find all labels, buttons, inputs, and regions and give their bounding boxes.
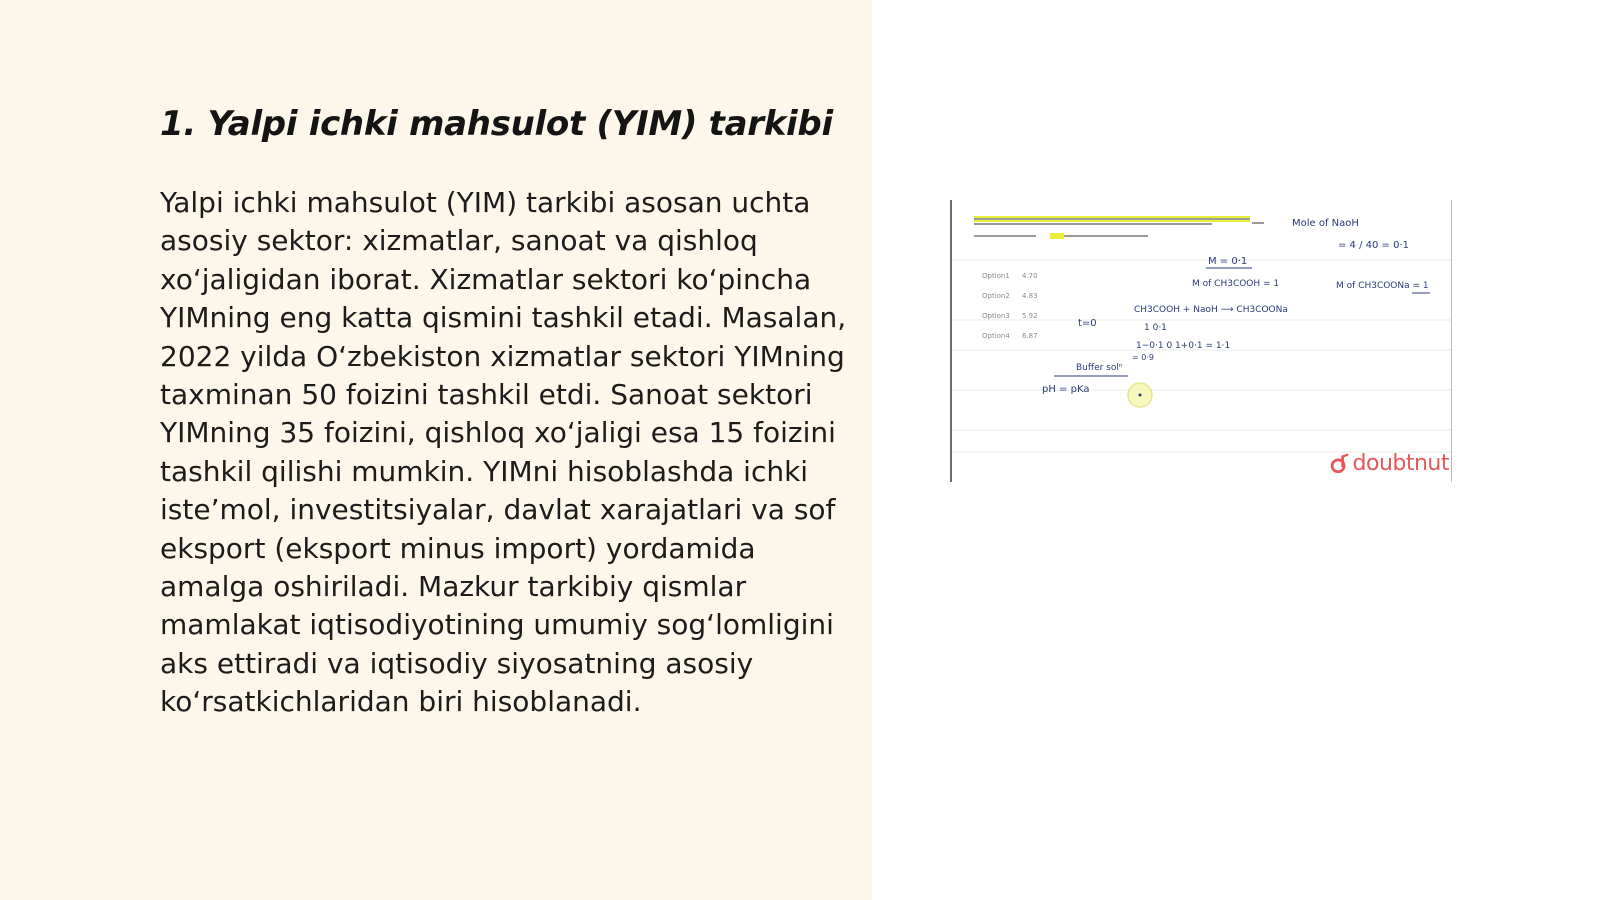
option-value: 6.87 [1022,332,1038,340]
option-label: Option3 [982,312,1010,320]
slide-body-text: Yalpi ichki mahsulot (YIM) tarkibi asosan uchta asosiy sektor: xizmatlar, sanoat va qishloq xo‘jaligidan iborat. Xizmatlar sektori ko‘pincha YIMning eng katta qismini tashkil etadi. Masalan, 2022 yilda O‘zbekiston xizmatlar sektori YIMning taxminan 50 foizini tashkil etdi. Sanoat sektori YIMning 35 foizini, qishloq xo‘jaligi esa 15 foizini tashkil qilishi mumkin. YIMni hisoblashda ichki iste’mol, investitsiyalar, davlat xarajatlari va sof eksport (eksport minus import) yordamida amalga oshiriladi. Mazkur tarkibiy qismlar mamlakat iqtisodiyotining umumiy sog‘lomligini aks ettiradi va iqtisodiy siyosatning asosiy ko‘rsatkichlaridan biri hisoblanadi. [160,186,847,719]
option-label: Option2 [982,292,1010,300]
watermark [1328,451,1449,476]
note-m-acid: M of CH3COOH = 1 [1192,279,1280,289]
note-after-2: = 0·9 [1132,353,1154,362]
watermark-text: doubtnut [1352,451,1449,476]
handwritten-solution-drawing [952,200,1452,482]
doubtnut-logo-icon [1328,453,1350,475]
option-value: 4.83 [1022,292,1038,300]
option-value: 5.92 [1022,312,1038,320]
note-ph: pH = pKa [1042,384,1090,395]
embedded-video-frame [950,200,1452,482]
note-reaction: CH3COOH + NaoH ⟶ CH3COONa [1134,305,1288,315]
option-label: Option1 [982,272,1010,280]
option-value: 4.70 [1022,272,1038,280]
note-after: 1−0·1 0 1+0·1 = 1·1 [1136,341,1231,351]
note-molarity: M = 0·1 [1208,256,1248,267]
note-buffer: Buffer solⁿ [1076,363,1123,373]
note-m-salt: M of CH3COONa = 1 [1336,281,1429,291]
slide-title: 1. Yalpi ichki mahsulot (YIM) tarkibi [160,104,833,144]
note-initial: 1 0·1 [1144,323,1167,333]
note-fraction: = 4 / 40 = 0·1 [1338,240,1410,251]
note-mole-naoh: Mole of NaoH [1292,218,1359,229]
option-label: Option4 [982,332,1010,340]
note-t0: t=0 [1078,318,1097,329]
